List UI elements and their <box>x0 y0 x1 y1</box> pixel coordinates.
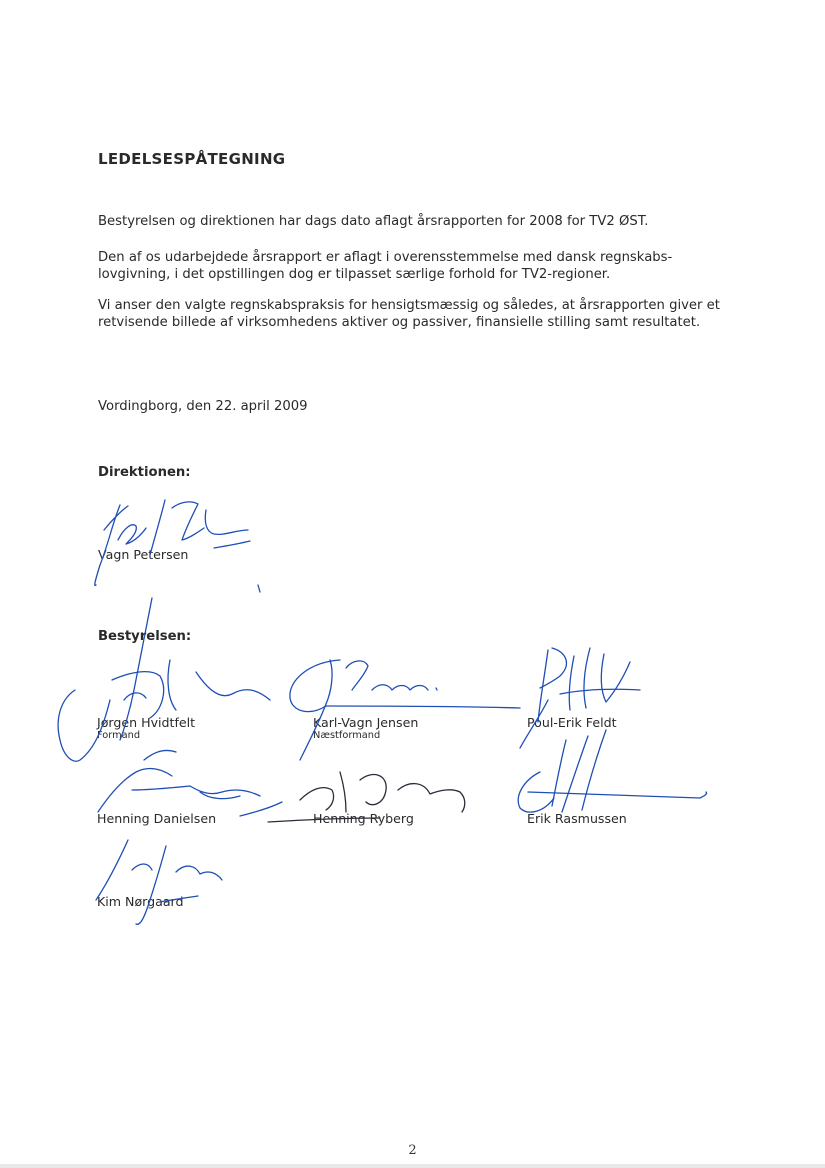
place-date: Vordingborg, den 22. april 2009 <box>98 399 308 414</box>
page-number: 2 <box>408 1143 417 1158</box>
signatory-role-formand: Formand <box>97 730 141 741</box>
paragraph-3: Vi anser den valgte regnskabspraksis for hensigtsmæssig og således, at årsrapporten giver et retvisende billede af virksomhedens aktiver og passiver, finansielle stilling samt resultatet. <box>98 298 720 330</box>
direktionen-heading: Direktionen: <box>98 465 191 480</box>
signature-karl-vagn-jensen <box>290 660 520 760</box>
paragraph-2: Den af os udarbejdede årsrapport er aflagt i overensstemmelse med dansk regnskabs-lovgivning, i det opstillingen dog er tilpasset særlige forhold for TV2-regioner. <box>98 250 673 282</box>
signature-erik-rasmussen <box>518 730 706 812</box>
signature-kim-norgaard <box>96 840 222 924</box>
signatory-name-henning-ryberg: Henning Ryberg <box>313 811 414 826</box>
signature-jorgen-hvidtfelt <box>58 598 270 761</box>
signatory-name-vagn-petersen: Vagn Petersen <box>98 547 189 562</box>
signatory-name-kim-norgaard: Kim Nørgaard <box>97 894 184 909</box>
signatory-name-jorgen-hvidtfelt: Jørgen Hvidtfelt <box>97 715 196 730</box>
paragraph-1: Bestyrelsen og direktionen har dags dato aflagt årsrapporten for 2008 for TV2 ØST. <box>98 214 649 229</box>
bestyrelsen-heading: Bestyrelsen: <box>98 629 192 644</box>
signature-vagn-petersen <box>95 500 260 592</box>
signatory-name-poul-erik-feldt: Poul-Erik Feldt <box>527 715 617 730</box>
signature-henning-danielsen <box>98 750 282 816</box>
signatory-name-henning-danielsen: Henning Danielsen <box>97 811 217 826</box>
signatory-role-naestformand: Næstformand <box>313 730 381 741</box>
signature-poul-erik-feldt <box>520 648 640 748</box>
signatory-name-karl-vagn-jensen: Karl-Vagn Jensen <box>313 715 419 730</box>
scan-edge <box>0 1164 825 1168</box>
page-title: LEDELSESPÅTEGNING <box>98 150 286 168</box>
signatory-name-erik-rasmussen: Erik Rasmussen <box>527 811 627 826</box>
